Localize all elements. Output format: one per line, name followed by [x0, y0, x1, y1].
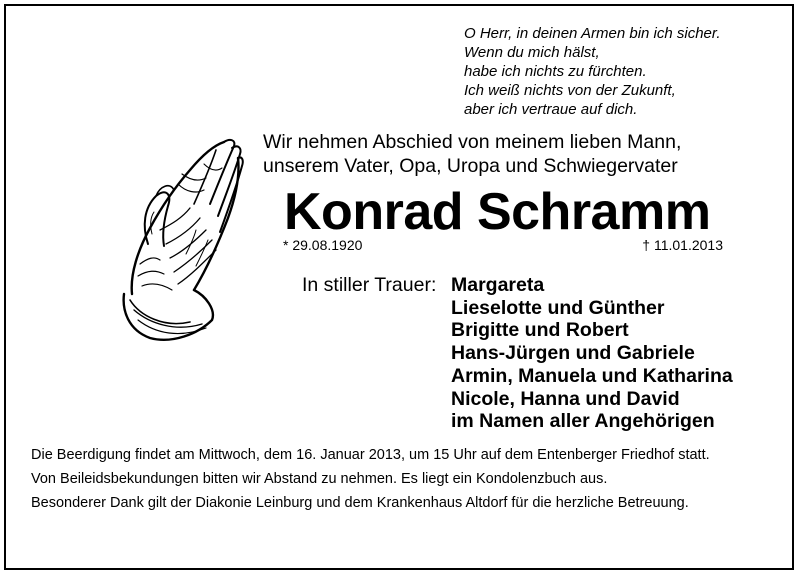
quote-line: O Herr, in deinen Armen bin ich sicher. [464, 25, 721, 42]
praying-hands-icon [120, 134, 245, 342]
farewell-intro [263, 130, 681, 178]
mourner-entry: Armin, Manuela und Katharina [451, 364, 733, 387]
mourner-entry: Hans-Jürgen und Gabriele [451, 342, 695, 365]
mourners-list [451, 274, 733, 433]
mourner-entry: Brigitte und Robert [451, 319, 629, 342]
birth-date: * 29.08.1920 [283, 237, 363, 253]
footer-notes [31, 446, 747, 518]
mourner-entry: im Namen aller Angehörigen [451, 410, 715, 433]
condolence-notice: Von Beileidsbekundungen bitten wir Abstand zu nehmen. Es liegt ein Kondolenzbuch aus. [31, 471, 608, 487]
quote-line: Wenn du mich hälst, [464, 44, 600, 61]
death-date: † 11.01.2013 [642, 237, 723, 253]
scripture-quote [464, 24, 721, 119]
deceased-name: Konrad Schramm [284, 183, 711, 241]
funeral-notice: Die Beerdigung findet am Mittwoch, dem 16. Januar 2013, um 15 Uhr auf dem Entenberger Friedhof statt. [31, 447, 710, 463]
mourner-entry: Lieselotte und Günther [451, 296, 665, 319]
intro-line-1: Wir nehmen Abschied von meinem lieben Mann, [263, 131, 682, 153]
quote-line: habe ich nichts zu fürchten. [464, 63, 647, 80]
mourner-entry: Margareta [451, 274, 545, 296]
thanks-notice: Besonderer Dank gilt der Diakonie Leinburg und dem Krankenhaus Altdorf für die herzliche Betreuung. [31, 495, 689, 511]
intro-line-2: unserem Vater, Opa, Uropa und Schwiegervater [263, 155, 678, 177]
quote-line: aber ich vertraue auf dich. [464, 101, 638, 118]
mourning-label: In stiller Trauer: [302, 274, 437, 296]
mourner-entry: Nicole, Hanna und David [451, 387, 680, 410]
quote-line: Ich weiß nichts von der Zukunft, [464, 82, 676, 99]
